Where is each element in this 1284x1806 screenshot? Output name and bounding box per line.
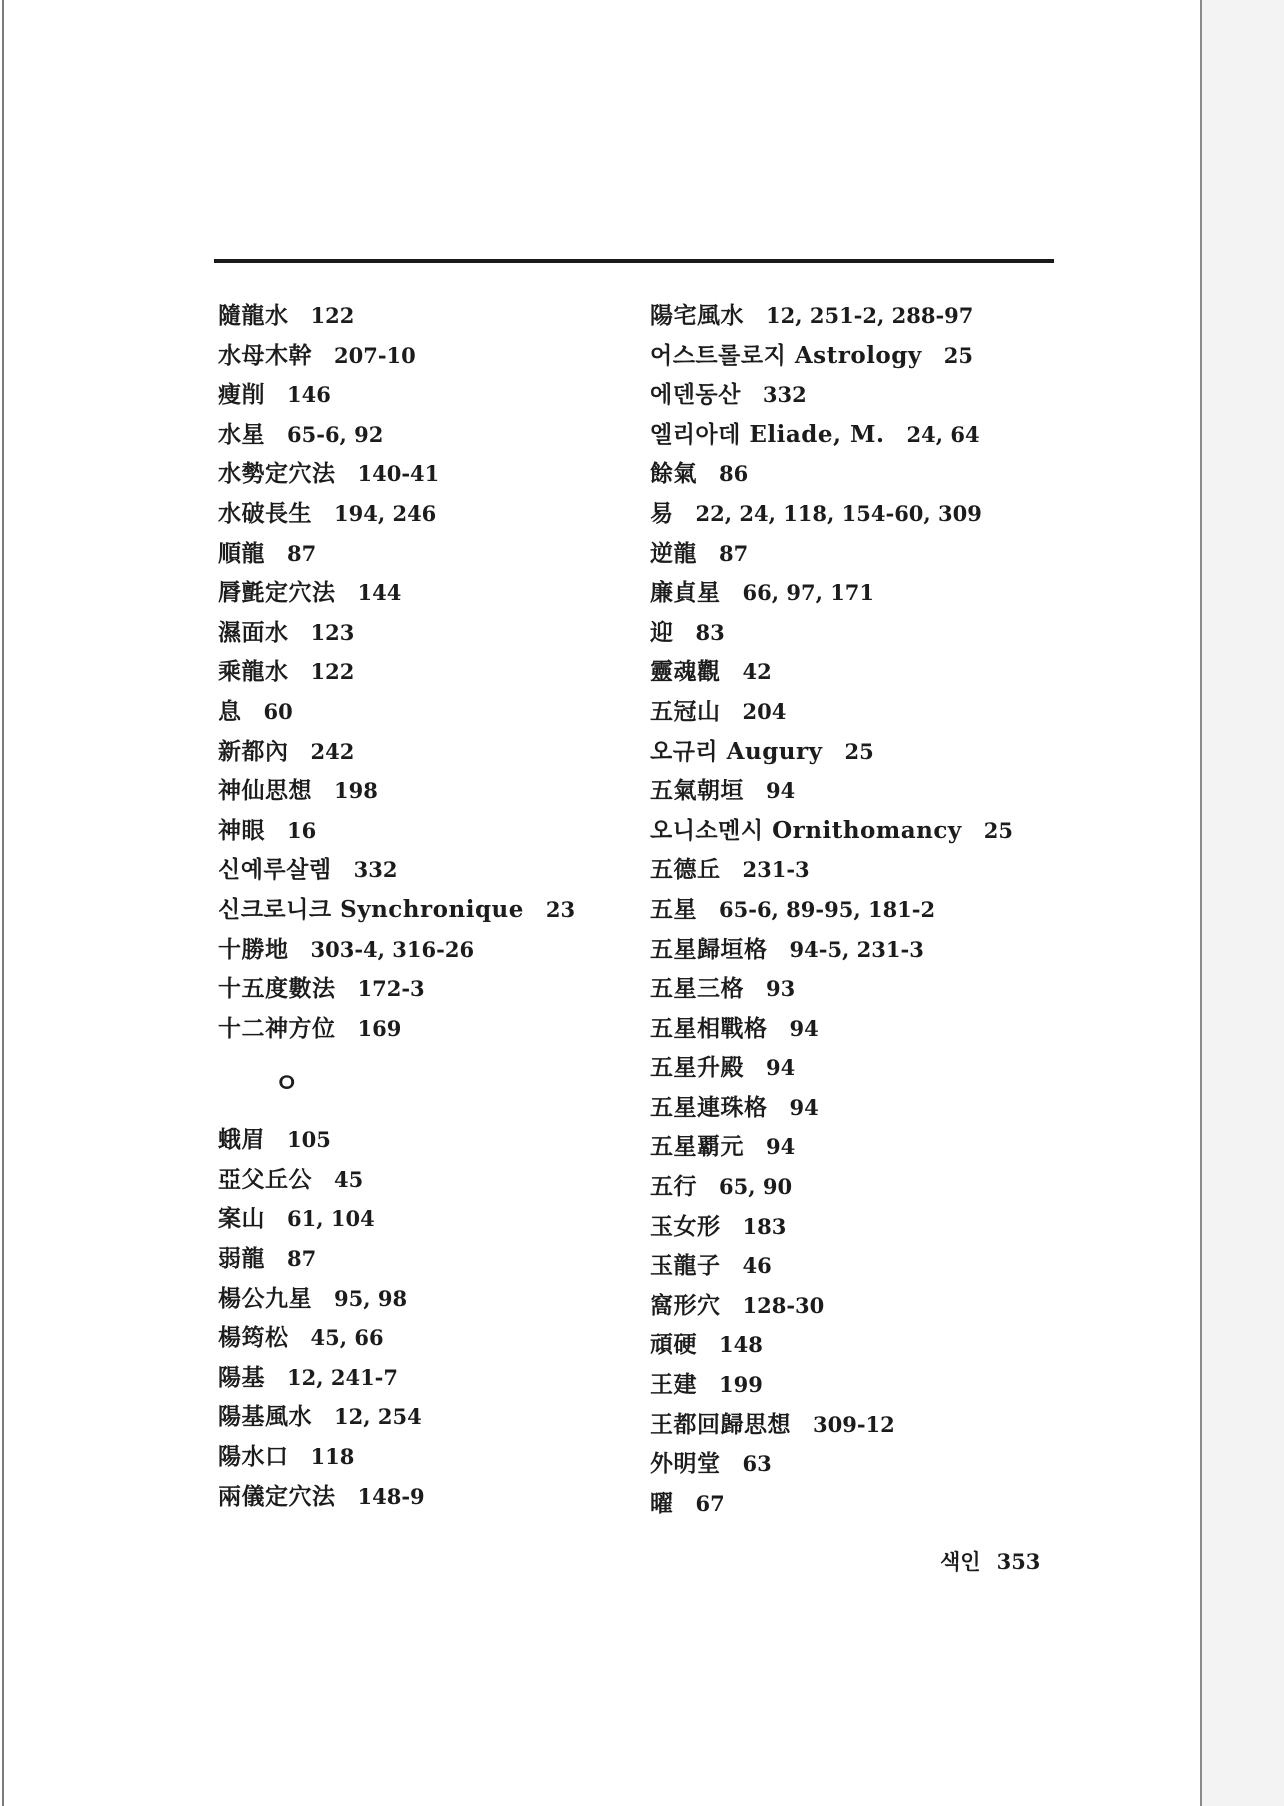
index-entry: [650, 1325, 1070, 1365]
index-entry: [650, 1167, 1070, 1207]
index-pages: 231-3: [742, 857, 810, 883]
index-entry: [218, 534, 638, 574]
index-entry: [650, 890, 1070, 930]
index-entry: [218, 652, 638, 692]
index-term: 신크로니크 Synchronique: [218, 895, 524, 923]
index-entry: [650, 1048, 1070, 1088]
index-pages: 25: [844, 738, 874, 764]
index-term: 陽基: [218, 1363, 265, 1391]
index-entry: [650, 969, 1070, 1009]
index-pages: 25: [983, 817, 1013, 843]
index-pages: 67: [695, 1490, 725, 1516]
index-entry: [218, 1199, 638, 1239]
index-term: 亞父丘公: [218, 1165, 312, 1193]
page-left-border: [2, 0, 4, 1806]
index-pages: 25: [943, 342, 973, 368]
index-term: 新都內: [218, 737, 289, 765]
index-pages: 66, 97, 171: [742, 580, 875, 606]
index-term: 息: [218, 697, 242, 725]
index-term: 案山: [218, 1205, 265, 1233]
index-pages: 148: [719, 1332, 763, 1358]
index-pages: 122: [310, 659, 355, 685]
index-term: 十二神方位: [218, 1014, 336, 1042]
index-term: 五星升殿: [650, 1054, 744, 1082]
index-term: 玉龍子: [650, 1252, 721, 1280]
index-entry: [218, 613, 638, 653]
index-term: 陽宅風水: [650, 302, 744, 329]
index-term: 兩儀定穴法: [218, 1482, 336, 1510]
index-pages: 148-9: [357, 1483, 425, 1509]
index-pages: 86: [719, 461, 749, 487]
index-entry: [218, 732, 638, 772]
index-pages: 303-4, 316-26: [310, 936, 475, 962]
index-entry: [650, 375, 1070, 415]
index-term: 瘦削: [218, 381, 265, 409]
index-entry: [218, 454, 638, 494]
index-pages: 105: [287, 1127, 331, 1153]
index-term: 餘氣: [650, 460, 697, 488]
index-pages: 46: [742, 1253, 772, 1279]
index-pages: 12, 251-2, 288-97: [766, 303, 974, 328]
index-entry: [650, 732, 1070, 772]
index-entry: [650, 692, 1070, 732]
index-entry: [650, 454, 1070, 494]
index-pages: 94: [789, 1094, 819, 1120]
index-entry: [650, 1088, 1070, 1128]
index-entry: [218, 771, 638, 811]
index-pages: 45, 66: [310, 1325, 384, 1351]
index-entry: [650, 930, 1070, 970]
index-pages: 242: [310, 738, 355, 764]
index-entry: [650, 652, 1070, 692]
index-entry: [650, 1365, 1070, 1405]
index-entry: [218, 573, 638, 613]
index-pages: 65-6, 92: [287, 421, 384, 447]
index-pages: 12, 241-7: [287, 1364, 399, 1390]
index-term: 逆龍: [650, 539, 697, 567]
index-term: 五德丘: [650, 856, 721, 884]
index-group-right: [650, 296, 1070, 1523]
index-pages: 93: [766, 976, 796, 1002]
index-pages: 123: [310, 619, 355, 645]
index-term: 王都回歸思想: [650, 1410, 791, 1438]
index-pages: 128-30: [742, 1292, 825, 1318]
index-term: 十五度數法: [218, 975, 336, 1003]
index-entry: [218, 1279, 638, 1319]
index-group-2: [218, 1120, 638, 1516]
index-entry: [650, 1444, 1070, 1484]
index-pages: 87: [719, 540, 749, 566]
page-number: 353: [996, 1549, 1041, 1574]
index-entry: [218, 930, 638, 970]
index-term: 蛾眉: [218, 1126, 265, 1154]
index-term: 迎: [650, 618, 674, 646]
viewer-margin: [1202, 0, 1284, 1806]
index-term: 五星: [650, 895, 697, 923]
index-pages: 332: [762, 382, 807, 408]
index-entry: [650, 1484, 1070, 1524]
index-term: 五星連珠格: [650, 1093, 768, 1121]
index-entry: [218, 1239, 638, 1279]
footer-label: 색인: [940, 1549, 981, 1574]
index-pages: 122: [310, 303, 355, 328]
index-pages: 23: [545, 896, 576, 922]
index-entry: [650, 296, 1070, 336]
index-entry: [650, 1009, 1070, 1049]
index-entry: [218, 1397, 638, 1437]
index-entry: [218, 1160, 638, 1200]
index-term: 五行: [650, 1173, 697, 1201]
index-entry: [218, 1477, 638, 1517]
index-pages: 172-3: [357, 976, 425, 1002]
index-pages: 63: [742, 1451, 772, 1477]
index-entry: [650, 850, 1070, 890]
index-pages: 140-41: [357, 461, 440, 487]
index-term: 신예루살렘: [218, 856, 332, 884]
index-pages: 42: [742, 659, 772, 685]
index-entry: [218, 336, 638, 376]
index-entry: [650, 1405, 1070, 1445]
page-footer: [940, 1546, 1040, 1576]
index-pages: 118: [310, 1444, 355, 1470]
index-pages: 199: [719, 1372, 763, 1398]
index-pages: 87: [287, 540, 317, 566]
index-pages: 95, 98: [334, 1285, 408, 1311]
index-entry: [218, 969, 638, 1009]
index-entry: [218, 1009, 638, 1049]
index-pages: 146: [287, 382, 331, 408]
index-column-right: [650, 296, 1070, 1523]
index-term: 易: [650, 499, 674, 527]
index-term: 楊公九星: [218, 1284, 312, 1312]
index-entry: [650, 494, 1070, 534]
index-term: 水母木幹: [218, 341, 312, 369]
index-term: 五星覇元: [650, 1133, 744, 1161]
index-term: 脣氈定穴法: [218, 579, 336, 607]
index-entry: [650, 534, 1070, 574]
index-pages: 94: [766, 778, 796, 804]
index-pages: 60: [263, 698, 293, 724]
index-entry: [218, 1358, 638, 1398]
index-pages: 24, 64: [906, 421, 980, 447]
index-term: 王建: [650, 1371, 697, 1399]
index-entry: [218, 811, 638, 851]
header-rule: [214, 259, 1054, 263]
index-term: 神仙思想: [218, 777, 312, 805]
index-term: 五星歸垣格: [650, 935, 768, 963]
index-entry: [650, 336, 1070, 376]
index-pages: 87: [287, 1246, 317, 1272]
index-term: 水破長生: [218, 499, 312, 527]
index-term: 楊筠松: [218, 1324, 289, 1352]
index-pages: 65, 90: [719, 1174, 793, 1200]
index-term: 廉貞星: [650, 579, 721, 607]
index-entry: [650, 1246, 1070, 1286]
index-entry: [218, 692, 638, 732]
index-term: 神眼: [218, 816, 265, 844]
index-entry: [218, 1120, 638, 1160]
index-pages: 204: [742, 698, 787, 724]
index-term: 水星: [218, 420, 265, 448]
index-pages: 198: [334, 778, 378, 804]
index-term: 靈魂觀: [650, 658, 721, 686]
index-pages: 309-12: [813, 1411, 895, 1437]
index-term: 乘龍水: [218, 658, 289, 686]
index-term: 어스트롤로지 Astrology: [650, 341, 922, 369]
index-pages: 83: [695, 619, 725, 645]
index-pages: 12, 254: [334, 1404, 422, 1430]
index-entry: [650, 1286, 1070, 1326]
index-term: 十勝地: [218, 935, 289, 963]
index-term: 玉女形: [650, 1212, 721, 1240]
index-term: 에덴동산: [650, 381, 741, 409]
index-pages: 61, 104: [287, 1206, 375, 1232]
index-pages: 94: [789, 1015, 819, 1041]
index-term: 隨龍水: [218, 302, 289, 329]
index-pages: 94: [766, 1134, 796, 1160]
index-pages: 65-6, 89-95, 181-2: [719, 896, 936, 922]
index-entry: [218, 415, 638, 455]
index-term: 弱龍: [218, 1245, 265, 1273]
index-group-1: [218, 296, 638, 1048]
index-term: 窩形穴: [650, 1291, 721, 1319]
index-pages: 16: [287, 817, 317, 843]
index-pages: 332: [353, 857, 398, 883]
index-term: 오규리 Augury: [650, 737, 823, 765]
index-entry: [650, 1207, 1070, 1247]
index-term: 濕面水: [218, 618, 289, 646]
index-entry: [218, 850, 638, 890]
index-term: 陽水口: [218, 1443, 289, 1471]
index-entry: [650, 1127, 1070, 1167]
index-term: 五氣朝垣: [650, 777, 744, 805]
index-term: 五星相戰格: [650, 1014, 768, 1042]
index-term: 陽基風水: [218, 1403, 312, 1431]
index-entry: [218, 296, 638, 336]
index-entry: [218, 1318, 638, 1358]
index-term: 五冠山: [650, 697, 721, 725]
index-term: 頑硬: [650, 1331, 697, 1359]
index-entry: [218, 1437, 638, 1477]
index-pages: 45: [334, 1166, 364, 1192]
index-entry: [650, 573, 1070, 613]
index-pages: 207-10: [334, 342, 416, 368]
index-term: 順龍: [218, 539, 265, 567]
index-entry: [650, 811, 1070, 851]
section-heading: ㅇ: [274, 1069, 300, 1100]
index-pages: 194, 246: [334, 500, 437, 526]
index-term: 曜: [650, 1489, 674, 1517]
index-entry: [650, 613, 1070, 653]
index-pages: 94-5, 231-3: [789, 936, 924, 962]
index-entry: [650, 771, 1070, 811]
index-term: 엘리아데 Eliade, M.: [650, 420, 885, 448]
index-pages: 94: [766, 1055, 796, 1081]
index-entry: [218, 375, 638, 415]
index-entry: [218, 494, 638, 534]
index-pages: 183: [742, 1213, 787, 1239]
index-pages: 144: [357, 580, 402, 606]
index-term: 오니소멘시 Ornithomancy: [650, 816, 962, 844]
index-entry: [218, 890, 638, 930]
index-term: 外明堂: [650, 1450, 721, 1478]
index-term: 五星三格: [650, 975, 744, 1003]
index-column-left: [218, 296, 638, 1516]
index-pages: 22, 24, 118, 154-60, 309: [695, 500, 982, 526]
index-pages: 169: [357, 1015, 402, 1041]
index-term: 水勢定穴法: [218, 460, 336, 488]
index-entry: [650, 415, 1070, 455]
